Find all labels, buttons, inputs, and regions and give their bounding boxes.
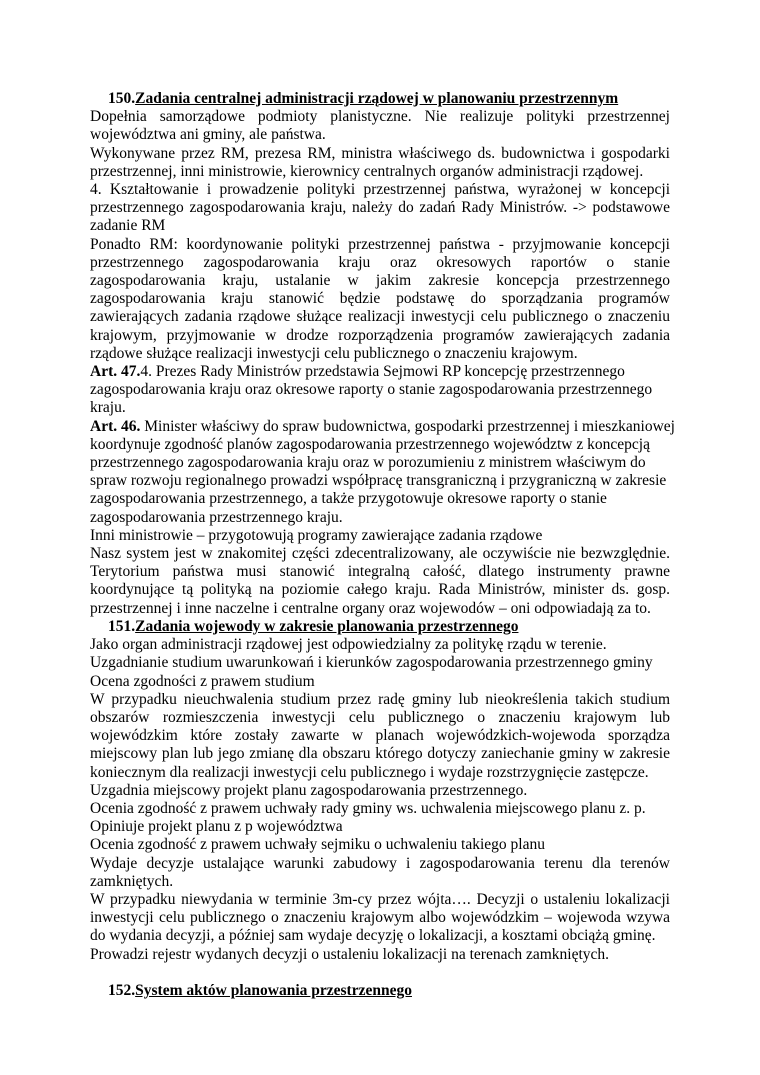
section-number: 152. xyxy=(108,981,136,999)
article-line: spraw rozwoju regionalnego prowadzi współpracę transgraniczną i przygraniczną w zakresie xyxy=(90,472,667,490)
article-line: zagospodarowania przestrzennego, a także przygotowuje okresowe raporty o stanie xyxy=(90,490,607,508)
article-line: kraju. xyxy=(90,399,126,417)
article-line: przestrzennego zagospodarowania kraju oraz w porozumieniu z ministrem właściwym do xyxy=(90,454,646,472)
paragraph: Jako organ administracji rządowej jest odpowiedzialny za politykę rządu w terenie. xyxy=(90,636,607,654)
paragraph: W przypadku niewydania w terminie 3m-cy przez wójta…. Decyzji o ustaleniu lokalizacji inwestycji celu publicznego o znaczeniu krajowym albo wojewódzkim – wojewoda wzywa do wydania decyzji, a później sam wydaje decyzję o lokalizacji, a kosztami obciążą gminę. xyxy=(90,890,670,945)
paragraph: 4. Kształtowanie i prowadzenie polityki przestrzennej państwa, wyrażonej w koncepcji przestrzennego zagospodarowania kraju, należy do zadań Rady Ministrów. -> podstawowe zadanie RM xyxy=(90,181,670,235)
paragraph: Ocena zgodności z prawem studium xyxy=(90,672,315,690)
section-heading-152 xyxy=(90,982,670,1000)
paragraph: Uzgadnia miejscowy projekt planu zagospodarowania przestrzennego. xyxy=(90,781,528,799)
article-line: zagospodarowania przestrzennego kraju. xyxy=(90,508,343,526)
article-47 xyxy=(90,363,670,418)
section-number: 151. xyxy=(108,617,136,635)
paragraph: Uzgadnianie studium uwarunkowań i kierunków zagospodarowania przestrzennego gminy xyxy=(90,654,653,672)
article-label: Art. 46. xyxy=(90,417,141,435)
article-line: zagospodarowania kraju oraz okresowe raporty o stanie zagospodarowania przestrzennego xyxy=(90,381,653,399)
paragraph: Nasz system jest w znakomitej części zdecentralizowany, ale oczywiście nie bezwzględnie. Terytorium państwa musi stanowić integralną całość, dlatego instrumenty prawne koordynujące tą polityką na poziomie całego kraju. Rada Ministrów, minister ds. gosp. przestrzennej i inne naczelne i centralne organy oraz wojewodów – oni odpowiadają za to. xyxy=(90,545,670,617)
paragraph: Dopełnia samorządowe podmioty planistyczne. Nie realizuje polityki przestrzennej województwa ani gminy, ale państwa. xyxy=(90,108,670,144)
paragraph: Ocenia zgodność z prawem uchwały sejmiku o uchwaleniu takiego planu xyxy=(90,836,545,854)
article-label: Art. 47. xyxy=(90,363,141,381)
document-page xyxy=(90,90,675,1000)
article-line xyxy=(90,363,670,381)
section-title: System aktów planowania przestrzennego xyxy=(135,981,412,999)
section-heading-151 xyxy=(90,618,670,636)
paragraph: Ocenia zgodność z prawem uchwały rady gminy ws. uchwalenia miejscowego planu z. p. xyxy=(90,799,646,817)
section-number: 150. xyxy=(108,90,136,107)
paragraph: Opiniuje projekt planu z p województwa xyxy=(90,818,343,836)
article-text: 4. Prezes Rady Ministrów przedstawia Sejmowi RP koncepcję przestrzennego xyxy=(140,363,625,381)
paragraph: Prowadzi rejestr wydanych decyzji o ustaleniu lokalizacji na terenach zamkniętych. xyxy=(90,945,610,963)
section-title: Zadania centralnej administracji rządowej w planowaniu przestrzennym xyxy=(135,90,619,107)
article-text: Minister właściwy do spraw budownictwa, gospodarki przestrzennej i mieszkaniowej xyxy=(140,417,675,435)
article-line xyxy=(90,417,675,436)
paragraph: Ponadto RM: koordynowanie polityki przestrzennej państwa - przyjmowanie koncepcji przestrzennego zagospodarowania kraju oraz okresowych raportów o stanie zagospodarowania kraju, ustalanie w jakim zakresie koncepcja przestrzennego zagospodarowania kraju stanowić będzie podstawę do sporządzania programów zawierających zadania rządowe służące realizacji inwestycji celu publicznego o znaczeniu krajowym, przyjmowanie w drodze rozporządzenia programów zawierających zadania rządowe służące realizacji inwestycji celu publicznego o znaczeniu krajowym. xyxy=(90,235,670,362)
article-46 xyxy=(90,417,675,527)
paragraph: Wykonywane przez RM, prezesa RM, ministra właściwego ds. budownictwa i gospodarki przestrzennej, inni ministrowie, kierownicy centralnych organów administracji rządowej. xyxy=(90,144,670,180)
section-title: Zadania wojewody w zakresie planowania przestrzennego xyxy=(135,617,519,635)
paragraph: W przypadku nieuchwalenia studium przez radę gminy lub nieokreślenia takich studium obszarów rozmieszczenia inwestycji celu publicznego o znaczeniu krajowym lub wojewódzkim które zostały zawarte w planach wojewódzkich-wojewoda sporządza miejscowy plan lub jego zmianę dla obszaru którego dotyczy zaniechanie gminy w zakresie koniecznym dla realizacji inwestycji celu publicznego i wydaje rozstrzygnięcie zastępcze. xyxy=(90,690,670,781)
spacer xyxy=(90,964,670,982)
paragraph: Inni ministrowie – przygotowują programy zawierające zadania rządowe xyxy=(90,526,543,544)
section-heading-150 xyxy=(90,90,670,108)
paragraph: Wydaje decyzje ustalające warunki zabudowy i zagospodarowania terenu dla terenów zamkniętych. xyxy=(90,854,670,890)
article-line: koordynuje zgodność planów zagospodarowania przestrzennego województw z koncepcją xyxy=(90,435,650,453)
